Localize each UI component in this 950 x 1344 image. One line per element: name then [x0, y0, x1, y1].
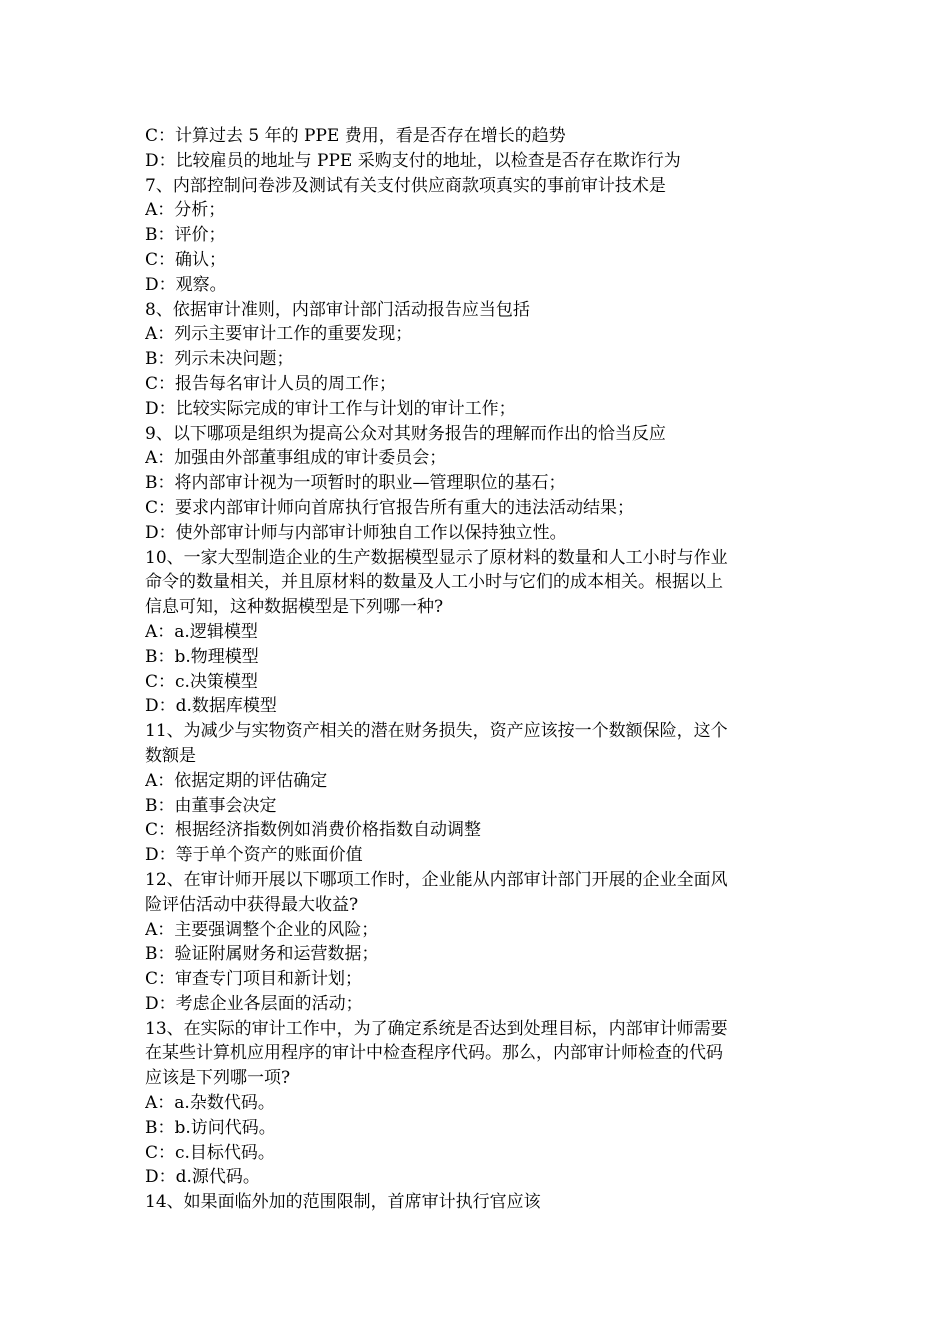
text-line: 11、为减少与实物资产相关的潜在财务损失，资产应该按一个数额保险，这个 [145, 721, 728, 742]
text-line: 数额是 [145, 745, 196, 766]
text-line: D：使外部审计师与内部审计师独自工作以保持独立性。 [145, 522, 567, 543]
text-line: 在某些计算机应用程序的审计中检查程序代码。那么，内部审计师检查的代码 [145, 1043, 723, 1064]
text-line: B：b.物理模型 [145, 646, 259, 667]
text-line: 10、一家大型制造企业的生产数据模型显示了原材料的数量和人工小时与作业 [145, 547, 728, 568]
text-line: C：c.决策模型 [145, 671, 258, 692]
text-line: 13、在实际的审计工作中，为了确定系统是否达到处理目标，内部审计师需要 [145, 1018, 728, 1039]
text-line: D：等于单个资产的账面价值 [145, 845, 363, 866]
text-line: B：验证附属财务和运营数据； [145, 944, 379, 965]
document-body [145, 124, 810, 1215]
text-line: 8、依据审计准则，内部审计部门活动报告应当包括 [145, 299, 530, 320]
text-line: C：c.目标代码。 [145, 1142, 275, 1163]
text-line: D：观察。 [145, 274, 227, 295]
text-line: 命令的数量相关，并且原材料的数量及人工小时与它们的成本相关。根据以上 [145, 572, 723, 593]
text-line: C：要求内部审计师向首席执行官报告所有重大的违法活动结果； [145, 497, 635, 518]
text-line: D：d.源代码。 [145, 1167, 260, 1188]
text-line: B：评价； [145, 225, 226, 246]
text-line: D：考虑企业各层面的活动； [145, 993, 363, 1014]
text-line: 12、在审计师开展以下哪项工作时，企业能从内部审计部门开展的企业全面风 [145, 869, 728, 890]
text-line: C：报告每名审计人员的周工作； [145, 373, 397, 394]
text-line: A：主要强调整个企业的风险； [145, 919, 379, 940]
text-line: A：加强由外部董事组成的审计委员会； [145, 448, 447, 469]
text-line: B：将内部审计视为一项暂时的职业—管理职位的基石； [145, 473, 566, 494]
text-line: D：比较实际完成的审计工作与计划的审计工作； [145, 398, 516, 419]
text-line: C：确认； [145, 249, 227, 270]
text-line: B：由董事会决定 [145, 795, 277, 816]
text-line: 14、如果面临外加的范围限制，首席审计执行官应该 [145, 1192, 541, 1213]
text-line: A：a.逻辑模型 [145, 621, 258, 642]
text-line: A：a.杂数代码。 [145, 1093, 275, 1114]
text-line: B：列示未决问题； [145, 349, 294, 370]
text-line: A：分析； [145, 200, 226, 221]
text-line: 应该是下列哪一项? [145, 1068, 291, 1089]
text-line: B：b.访问代码。 [145, 1117, 276, 1138]
text-line: D：d.数据库模型 [145, 696, 277, 717]
text-line: C：审查专门项目和新计划； [145, 969, 363, 990]
text-line: 9、以下哪项是组织为提高公众对其财务报告的理解而作出的恰当反应 [145, 423, 666, 444]
text-line: D：比较雇员的地址与 PPE 采购支付的地址，以检查是否存在欺诈行为 [145, 150, 681, 171]
text-line: A：列示主要审计工作的重要发现； [145, 324, 413, 345]
text-line: C：计算过去 5 年的 PPE 费用，看是否存在增长的趋势 [145, 126, 566, 146]
text-line: 7、内部控制问卷涉及测试有关支付供应商款项真实的事前审计技术是 [145, 175, 666, 196]
text-line: 信息可知，这种数据模型是下列哪一种? [145, 597, 444, 618]
text-line: A：依据定期的评估确定 [145, 770, 328, 791]
text-line: 险评估活动中获得最大收益? [145, 894, 359, 915]
text-line: C：根据经济指数例如消费价格指数自动调整 [145, 820, 482, 841]
